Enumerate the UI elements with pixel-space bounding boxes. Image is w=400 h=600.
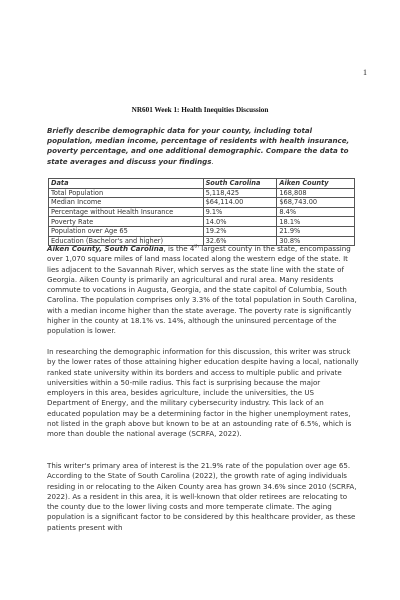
discussion-prompt bbox=[47, 126, 357, 167]
table-cell: 8.4% bbox=[277, 207, 355, 217]
table-cell: Percentage without Health Insurance bbox=[49, 207, 204, 217]
table-cell: 32.6% bbox=[203, 236, 277, 246]
paragraph-text: , is the 4 bbox=[163, 244, 195, 253]
table-cell: 21.9% bbox=[277, 226, 355, 236]
paragraph-county-overview bbox=[47, 244, 359, 336]
prompt-end: . bbox=[211, 156, 214, 166]
paragraph-aging-population: This writer's primary area of interest is the 21.9% rate of the population over age 65. According to the State of South Carolina (2022), the growth rate of aging individuals residing in or relocating to the Aiken County area has grown 34.6% since 2010 (SCRFA, 2022). As a resident in this area, it is well-known that older retirees are relocating to the county due to the lower living costs and more temperate climate. The aging population is a significant factor to be considered by this healthcare provider, as these patients present with bbox=[47, 461, 357, 532]
table-row bbox=[49, 217, 355, 227]
table-row bbox=[49, 226, 355, 236]
table-cell: 19.2% bbox=[203, 226, 277, 236]
document-title: NR601 Week 1: Health Inequities Discussion bbox=[131, 106, 269, 114]
table-cell: Poverty Rate bbox=[49, 217, 204, 227]
table-cell: $64,114.00 bbox=[203, 198, 277, 208]
table-header-cell: South Carolina bbox=[203, 179, 277, 189]
table-row bbox=[49, 188, 355, 198]
table-cell: 168,808 bbox=[277, 188, 355, 198]
demographics-table bbox=[48, 178, 355, 246]
ordinal-suffix: th bbox=[194, 244, 200, 250]
page-number: 1 bbox=[363, 68, 367, 77]
paragraph-lead: Aiken County, South Carolina bbox=[47, 244, 164, 253]
prompt-text: Briefly describe demographic data for your county, including total population, median income, percentage of residents with health insurance, poverty percentage, and one additional demographic. Compare the data to state averages and discuss your findings bbox=[47, 126, 350, 166]
table-row bbox=[49, 198, 355, 208]
table-cell: 14.0% bbox=[203, 217, 277, 227]
table-cell: Median Income bbox=[49, 198, 204, 208]
table-row bbox=[49, 207, 355, 217]
table-cell: Total Population bbox=[49, 188, 204, 198]
paragraph-education: In researching the demographic information for this discussion, this writer was struck by the lower rates of those attaining higher education despite having a local, nationally ranked state university within its borders and access to multiple public and private universities within a 50-mile radius. This fact is surprising because the major employers in this area, besides agriculture, include the universities, the US Department of Energy, and the military cybersecurity industry. This lack of an educated population may be a determining factor in the higher unemployment rates, not listed in the graph above but known to be at an astounding rate of 6.5%, which is more than double the national average (SCRFA, 2022). bbox=[47, 347, 359, 438]
paragraph-text: largest county in the state, encompassing over 1,070 square miles of land mass located along the western edge of the state. It lies adjacent to the Savannah River, which serves as the state line with the state of Georgia. Aiken County is primarily an agricultural and rural area. Many residents commute to vocations in Augusta, Georgia, and the state capitol of Columbia, South Carolina. The population comprises only 3.3% of the total population in South Carolina, with a median income higher than the state average. The poverty rate is significantly higher in the county at 18.1% vs. 14%, although the uninsured percentage of the population is lower. bbox=[47, 244, 357, 335]
table-cell: 5,118,425 bbox=[203, 188, 277, 198]
table-cell: Population over Age 65 bbox=[49, 226, 204, 236]
table-cell: Education (Bachelor's and higher) bbox=[49, 236, 204, 246]
table-header-row bbox=[49, 179, 355, 189]
table-header-cell: Data bbox=[49, 179, 204, 189]
table-cell: 18.1% bbox=[277, 217, 355, 227]
table-header-cell: Aiken County bbox=[277, 179, 355, 189]
table-cell: 30.8% bbox=[277, 236, 355, 246]
table-cell: 9.1% bbox=[203, 207, 277, 217]
table-cell: $68,743.00 bbox=[277, 198, 355, 208]
